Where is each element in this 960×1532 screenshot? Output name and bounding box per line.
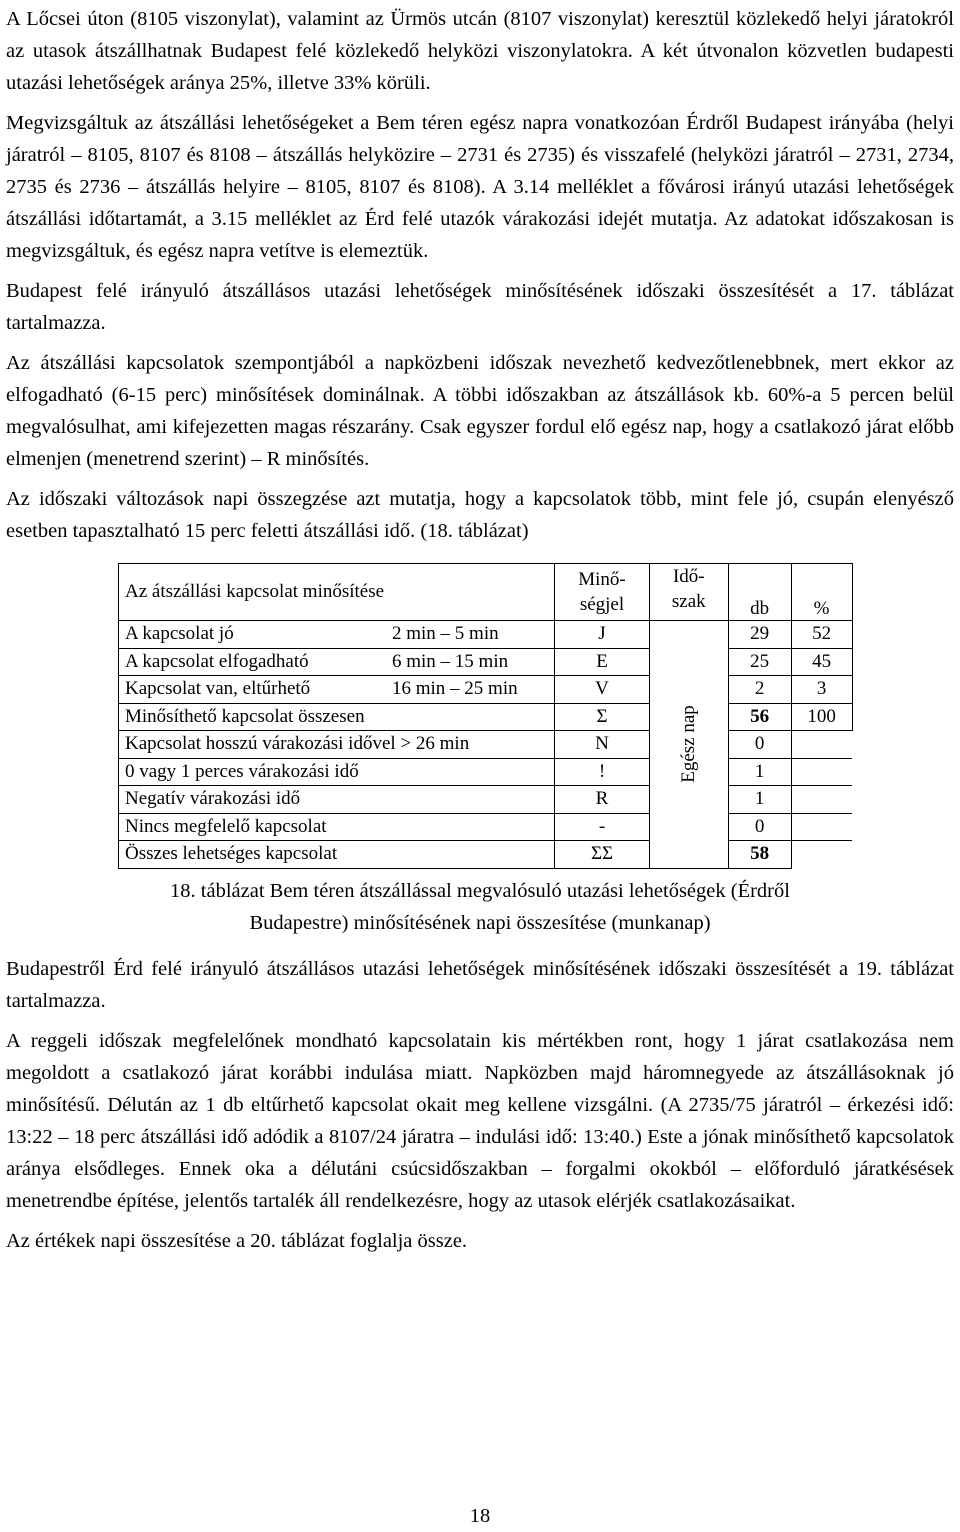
table-18-wrapper (118, 563, 954, 869)
table-row (119, 676, 853, 704)
table-row (119, 621, 853, 649)
paragraph-2: Megvizsgáltuk az átszállási lehetőségeket a Bem téren egész napra vonatkozóan Érdről Budapest irányába (helyi járatról – 8105, 8107 és 8108 – átszállás helyközire – 2731 és 2735) és visszafelé (helyközi járatról – 2731, 2734, 2735 és 2736 – átszállás helyire – 8105, 8107 és 8108). A 3.14 melléklet a fővárosi irányú utazási lehetőségek átszállási időtartamát, a 3.15 melléklet az Érd felé utazók várakozási idejét mutatja. Az adatokat időszakosan is megvizsgáltuk, és egész napra vetítve is elemeztük. (6, 112, 954, 262)
table-row (119, 648, 853, 676)
row-label: Kapcsolat hosszú várakozási idővel > 26 min (119, 731, 555, 759)
header-pct: % (791, 564, 852, 621)
period-label: Egész nap (677, 705, 699, 784)
table-row (119, 758, 853, 786)
row-label-cell (119, 676, 555, 704)
row-code: ΣΣ (555, 841, 650, 869)
header-period: Idő- szak (650, 564, 729, 621)
header-rating: Az átszállási kapcsolat minősítése (119, 564, 555, 621)
row-label-cell (119, 621, 555, 649)
row-pct-empty (791, 813, 852, 841)
row-db: 56 (728, 703, 791, 731)
row-pct-empty (791, 841, 852, 869)
paragraph-4: Az átszállási kapcsolatok szempontjából a napközbeni időszak nevezhető kedvezőtlenebbnek, mert ekkor az elfogadható (6-15 perc) minősítések dominálnak. A többi időszakban az átszállások kb. 60%-a 5 percen belül megvalósulhat, ami kifejezetten magas részarány. Csak egyszer fordul elő egész nap, hogy a csatlakozó járat előbb elmenjen (menetrend szerint) – R minősítés. (6, 352, 954, 470)
row-pct: 3 (791, 676, 852, 704)
period-cell (650, 621, 729, 869)
row-code: J (555, 621, 650, 649)
row-code: N (555, 731, 650, 759)
table-row (119, 813, 853, 841)
table-row (119, 841, 853, 869)
row-pct: 100 (791, 703, 852, 731)
row-label: A kapcsolat jó (125, 623, 234, 645)
row-pct: 52 (791, 621, 852, 649)
row-label: A kapcsolat elfogadható (125, 650, 309, 672)
row-label: Nincs megfelelő kapcsolat (119, 813, 555, 841)
paragraph-7: A reggeli időszak megfelelőnek mondható kapcsolatain kis mértékben ront, hogy 1 járat csatlakozása nem megoldott a csatlakozó járat korábbi indulása miatt. Napközben majd háromnegyede az átszállásoknak jó minősítésű. Délután az 1 db eltűrhető kapcsolat okait meg kellene vizsgálni. (A 2735/75 járatról – érkezési idő: 13:22 – 18 perc átszállási idő adódik a 8107/24 járatra – indulási idő: 13:40.) Este a jónak minősíthető kapcsolatok aránya elsődleges. Ennek oka a délutáni csúcsidőszakban – forgalmi okokból – előforduló járatkésések menetrendbe építése, jelentős tartalék áll rendelkezésre, hogy az utasok elérjék csatlakozásaikat. (6, 1029, 954, 1212)
row-code: V (555, 676, 650, 704)
row-code: Σ (555, 703, 650, 731)
row-db: 29 (728, 621, 791, 649)
row-range: 2 min – 5 min (392, 623, 499, 645)
row-range: 6 min – 15 min (392, 650, 509, 672)
row-code: R (555, 786, 650, 814)
row-range: 16 min – 25 min (392, 678, 518, 700)
paragraph-3: Budapest felé irányuló átszállásos utazási lehetőségek minősítésének időszaki összesítését a 17. táblázat tartalmazza. (6, 280, 954, 334)
table-row (119, 703, 853, 731)
table-row (119, 786, 853, 814)
row-pct: 45 (791, 648, 852, 676)
paragraph-6: Budapestről Érd felé irányuló átszállásos utazási lehetőségek minősítésének időszaki összesítését a 19. táblázat tartalmazza. (6, 957, 954, 1012)
row-pct-empty (791, 758, 852, 786)
row-label: Kapcsolat van, eltűrhető (125, 678, 311, 700)
row-code: - (555, 813, 650, 841)
row-db: 0 (728, 731, 791, 759)
header-db: db (728, 564, 791, 621)
table-header-row (119, 564, 853, 621)
row-label: Negatív várakozási idő (119, 786, 555, 814)
paragraph-5: Az időszaki változások napi összegzése azt mutatja, hogy a kapcsolatok több, mint fele jó, csupán elenyésző esetben tapasztalható 15 perc feletti átszállási idő. (18. táblázat) (6, 488, 954, 542)
row-code: ! (555, 758, 650, 786)
row-label: 0 vagy 1 perces várakozási idő (119, 758, 555, 786)
row-pct-empty (791, 731, 852, 759)
document-page (6, 3, 954, 1265)
row-db: 1 (728, 786, 791, 814)
row-label: Minősíthető kapcsolat összesen (119, 703, 555, 731)
table-row (119, 731, 853, 759)
row-db: 58 (728, 841, 791, 869)
rating-table (118, 563, 853, 869)
row-db: 25 (728, 648, 791, 676)
row-label: Összes lehetséges kapcsolat (119, 841, 555, 869)
paragraph-1: A Lőcsei úton (8105 viszonylat), valamint az Ürmös utcán (8107 viszonylat) keresztül közlekedő helyi járatokról az utasok átszállhatnak Budapest felé közlekedő helyközi viszonylatokra. A két útvonalon közvetlen budapesti utazási lehetőségek aránya 25%, illetve 33% körüli. (6, 8, 954, 94)
page-number: 18 (469, 1505, 491, 1527)
row-pct-empty (791, 786, 852, 814)
row-db: 1 (728, 758, 791, 786)
row-db: 0 (728, 813, 791, 841)
paragraph-8: Az értékek napi összesítése a 20. táblázat foglalja össze. (6, 1229, 468, 1252)
row-label-cell (119, 648, 555, 676)
table-caption-line-1: 18. táblázat Bem téren átszállással megvalósuló utazási lehetőségek (Érdről (170, 879, 790, 902)
header-code: Minő- ségjel (555, 564, 650, 621)
row-code: E (555, 648, 650, 676)
table-caption (6, 875, 954, 939)
row-db: 2 (728, 676, 791, 704)
table-caption-line-2: Budapestre) minősítésének napi összesítése (munkanap) (249, 911, 711, 934)
